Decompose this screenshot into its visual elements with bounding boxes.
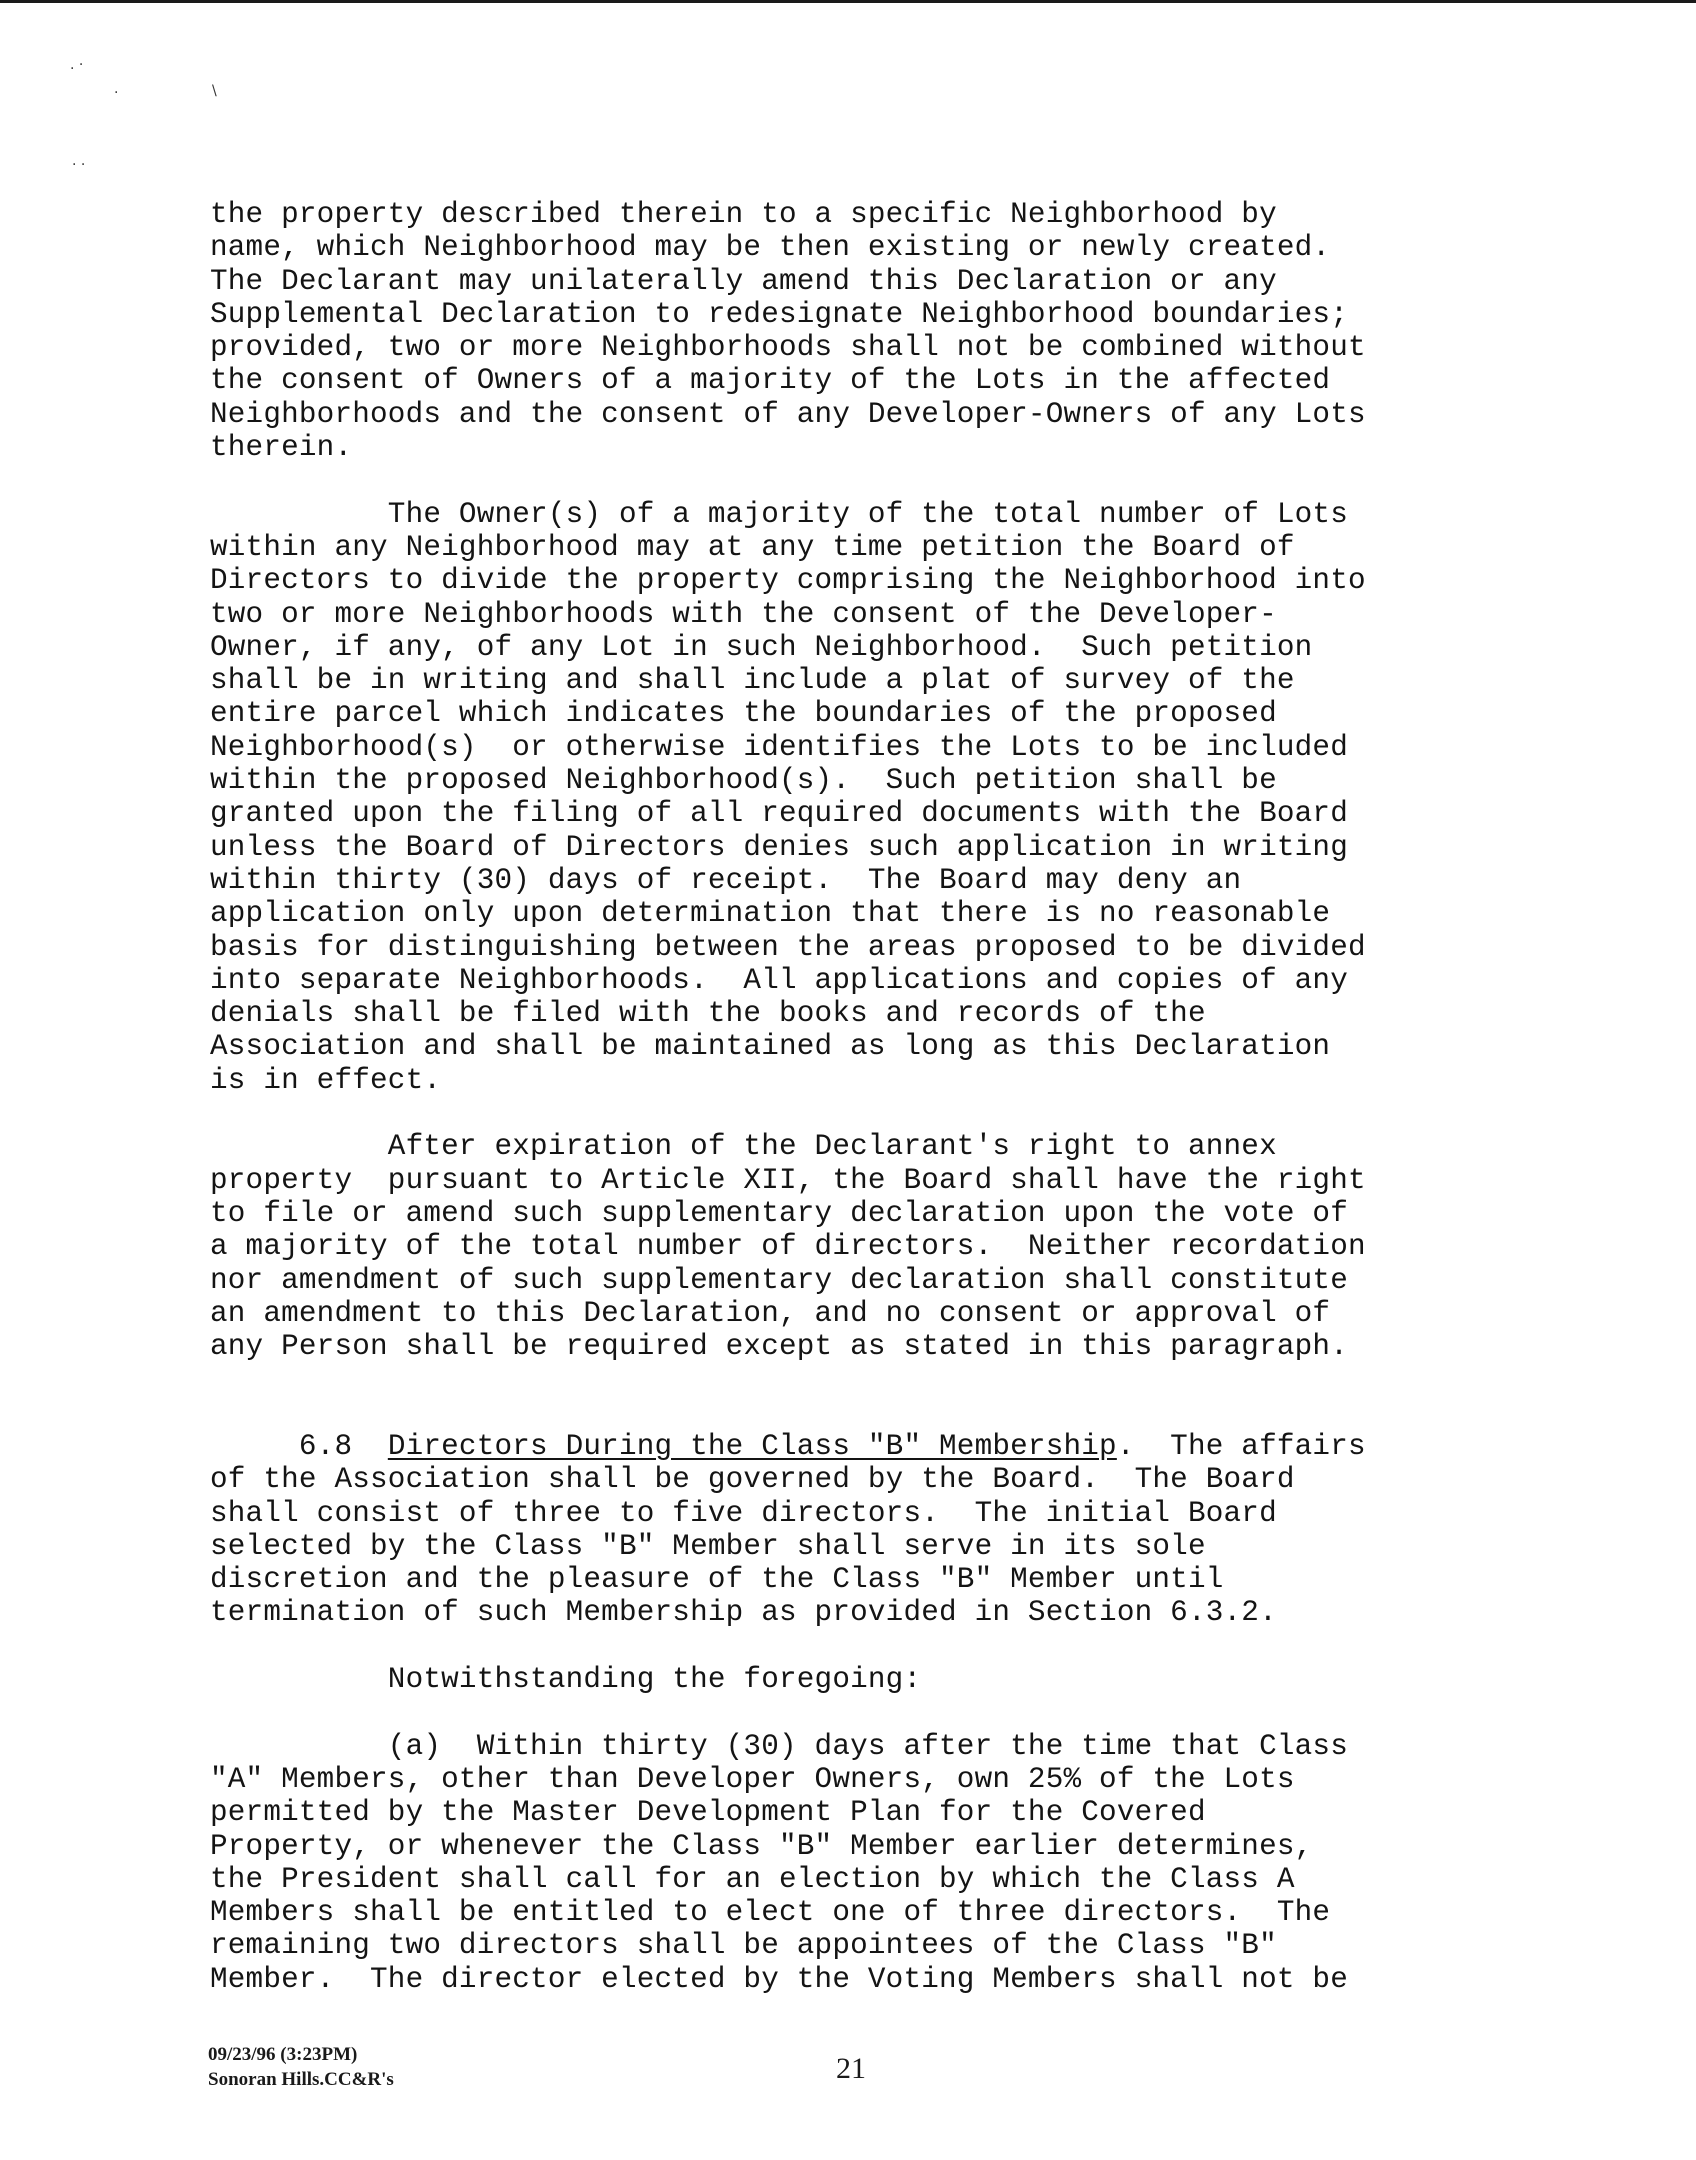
- section-6-8: [210, 1430, 1590, 1630]
- section-number: 6.8: [298, 1429, 353, 1463]
- scan-speck: . ·: [70, 57, 84, 73]
- section-first-line-rest: . The affairs: [1116, 1429, 1366, 1463]
- page-top-edge: [0, 0, 1696, 3]
- footer-filename: Sonoran Hills.CC&R's: [208, 2069, 394, 2090]
- section-title: Directors During the Class "B" Membership: [387, 1429, 1117, 1463]
- footer-metadata: [208, 2042, 394, 2092]
- clause-a: (a) Within thirty (30) days after the time that Class "A" Members, other than Developer Owners, own 25% of the Lots permitted by the Master Development Plan for the Covered Property, or whenever the Class "B" Member earlier determines, the President shall call for an election by which the Class A Members shall be entitled to elect one of three directors. The remaining two directors shall be appointees of the Class "B" Member. The director elected by the Voting Members shall not be: [210, 1729, 1348, 1996]
- section-number-spacer: [210, 1430, 299, 1463]
- section-6-8-body: of the Association shall be governed by the Board. The Board shall consist of three to five directors. The initial Board selected by the Class "B" Member shall serve in its sole discretion and the pleasure of the Class "B" Member until termination of such Membership as provided in Section 6.3.2.: [210, 1463, 1295, 1630]
- footer-date: 09/23/96 (3:23PM): [208, 2044, 358, 2065]
- section-title-spacer: [352, 1430, 388, 1463]
- paragraph-supplementary-declaration: After expiration of the Declarant's right to annex property pursuant to Article XII, the Board shall have the right to file or amend such supplementary declaration upon the vote of a majority of the total number of directors. Neither recordation nor amendment of such supplementary declaration shall constitute an amendment to this Declaration, and no consent or approval of any Person shall be required except as stated in this paragraph.: [210, 1130, 1366, 1364]
- page-number: 21: [836, 2052, 866, 2085]
- scan-speck: \: [212, 83, 217, 99]
- paragraph-neighborhood-petition: The Owner(s) of a majority of the total number of Lots within any Neighborhood may at any time petition the Board of Directors to divide the property comprising the Neighborhood into two or more Neighborhoods with the consent of the Developer- Owner, if any, of any Lot in such Neighborhood. Such petition shall be in writing and shall include a plat of survey of the entire parcel which indicates the boundaries of the proposed Neighborhood(s) or otherwise identifies the Lots to be included within the proposed Neighborhood(s). Such petition shall be granted upon the filing of all required documents with the Board unless the Board of Directors denies such application in writing within thirty (30) days of receipt. The Board may deny an application only upon determination that there is no reasonable basis for distinguishing between the areas proposed to be divided into separate Neighborhoods. All applications and copies of any denials shall be filed with the books and records of the Association and shall be maintained as long as this Declaration is in effect.: [210, 497, 1366, 1097]
- paragraph-continuation: the property described therein to a specific Neighborhood by name, which Neighborhood may be then existing or newly created. The Declarant may unilaterally amend this Declaration or any Supplemental Declaration to redesignate Neighborhood boundaries; provided, two or more Neighborhoods shall not be combined without the consent of Owners of a majority of the Lots in the affected Neighborhoods and the consent of any Developer-Owners of any Lots therein.: [210, 198, 1366, 465]
- section-6-8-first-line: [210, 1430, 1590, 1463]
- scan-speck: · ·: [72, 157, 86, 173]
- notwithstanding-line: Notwithstanding the foregoing:: [210, 1663, 922, 1697]
- scan-speck: ·: [114, 85, 119, 101]
- document-body: [210, 198, 1590, 1996]
